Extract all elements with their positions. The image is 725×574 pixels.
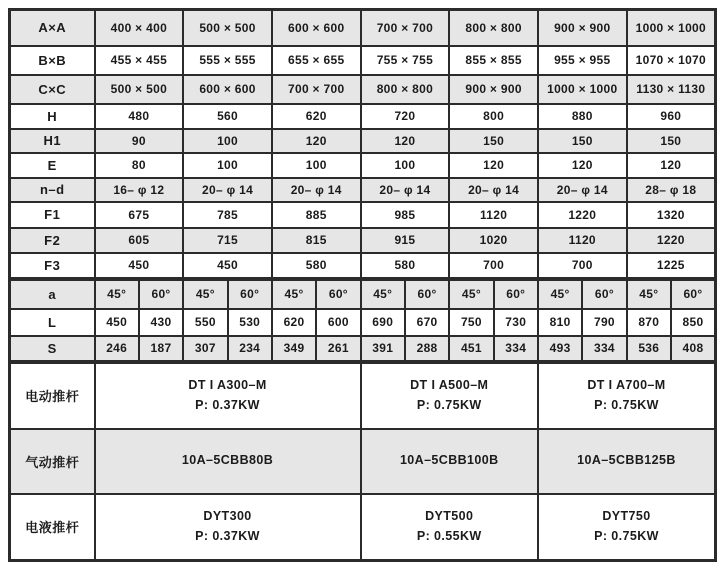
value-cell: 391 <box>361 336 405 362</box>
value-cell: 120 <box>627 153 716 178</box>
value-cell: 1320 <box>627 202 716 228</box>
value-cell: 45° <box>95 279 139 309</box>
value-cell: 750 <box>449 309 493 336</box>
value-cell: 20– φ 14 <box>183 178 272 202</box>
value-cell: 960 <box>627 104 716 129</box>
value-cell: 885 <box>272 202 361 228</box>
table-row <box>10 202 716 228</box>
value-cell: 800 × 800 <box>361 75 450 104</box>
value-cell: 28– φ 18 <box>627 178 716 202</box>
actuator-cell <box>95 429 361 494</box>
value-cell: 800 <box>449 104 538 129</box>
row-label: 电动推杆 <box>10 362 95 429</box>
value-cell: 246 <box>95 336 139 362</box>
row-label: C×C <box>10 75 95 104</box>
value-cell: 60° <box>405 279 449 309</box>
value-cell: 120 <box>272 129 361 153</box>
value-cell: 45° <box>272 279 316 309</box>
actuator-cell <box>95 494 361 561</box>
row-label: F1 <box>10 202 95 228</box>
actuator-line: 10A–5CBB125B <box>577 453 676 468</box>
value-cell: 720 <box>361 104 450 129</box>
value-cell: 985 <box>361 202 450 228</box>
value-cell: 60° <box>316 279 360 309</box>
row-label: a <box>10 279 95 309</box>
row-label: E <box>10 153 95 178</box>
value-cell: 20– φ 14 <box>272 178 361 202</box>
row-label: H <box>10 104 95 129</box>
row-label: S <box>10 336 95 362</box>
value-cell: 430 <box>139 309 183 336</box>
actuator-line: DT I A500–M <box>410 378 489 393</box>
value-cell: 45° <box>449 279 493 309</box>
value-cell: 20– φ 14 <box>361 178 450 202</box>
value-cell: 1130 × 1130 <box>627 75 716 104</box>
actuator-line: P: 0.75KW <box>594 528 659 543</box>
actuator-line: P: 0.75KW <box>594 397 659 412</box>
value-cell: 334 <box>582 336 626 362</box>
value-cell: 1120 <box>538 228 627 253</box>
actuator-cell <box>538 362 716 429</box>
value-cell: 150 <box>538 129 627 153</box>
actuator-cell <box>361 362 538 429</box>
value-cell: 45° <box>627 279 671 309</box>
value-cell: 580 <box>361 253 450 279</box>
value-cell: 261 <box>316 336 360 362</box>
value-cell: 655 × 655 <box>272 46 361 75</box>
value-cell: 400 × 400 <box>95 10 184 46</box>
value-cell: 560 <box>183 104 272 129</box>
value-cell: 100 <box>183 153 272 178</box>
table-row <box>10 228 716 253</box>
value-cell: 580 <box>272 253 361 279</box>
value-cell: 800 × 800 <box>449 10 538 46</box>
value-cell: 755 × 755 <box>361 46 450 75</box>
value-cell: 120 <box>538 153 627 178</box>
value-cell: 900 × 900 <box>449 75 538 104</box>
value-cell: 870 <box>627 309 671 336</box>
value-cell: 1220 <box>627 228 716 253</box>
value-cell: 60° <box>494 279 538 309</box>
actuator-line: DYT750 <box>602 509 651 524</box>
actuator-line: P: 0.55KW <box>416 528 482 543</box>
actuator-line: DT I A700–M <box>587 378 666 393</box>
actuator-cell <box>361 494 538 561</box>
value-cell: 20– φ 14 <box>449 178 538 202</box>
value-cell: 555 × 555 <box>183 46 272 75</box>
value-cell: 450 <box>95 253 184 279</box>
row-label: 气动推杆 <box>10 429 95 494</box>
value-cell: 1220 <box>538 202 627 228</box>
value-cell: 915 <box>361 228 450 253</box>
value-cell: 605 <box>95 228 184 253</box>
value-cell: 150 <box>627 129 716 153</box>
value-cell: 100 <box>361 153 450 178</box>
actuator-line: P: 0.75KW <box>416 397 482 412</box>
value-cell: 187 <box>139 336 183 362</box>
value-cell: 349 <box>272 336 316 362</box>
actuator-line: DYT300 <box>203 509 252 524</box>
value-cell: 530 <box>228 309 272 336</box>
table-row <box>10 104 716 129</box>
value-cell: 45° <box>361 279 405 309</box>
value-cell: 288 <box>405 336 449 362</box>
value-cell: 600 × 600 <box>183 75 272 104</box>
actuator-cell <box>538 429 716 494</box>
value-cell: 45° <box>183 279 227 309</box>
table-row <box>10 494 716 561</box>
row-label: L <box>10 309 95 336</box>
row-label: n–d <box>10 178 95 202</box>
row-label: A×A <box>10 10 95 46</box>
row-label: B×B <box>10 46 95 75</box>
table-row <box>10 309 716 336</box>
value-cell: 880 <box>538 104 627 129</box>
table-row <box>10 153 716 178</box>
value-cell: 900 × 900 <box>538 10 627 46</box>
value-cell: 60° <box>582 279 626 309</box>
value-cell: 307 <box>183 336 227 362</box>
value-cell: 620 <box>272 309 316 336</box>
value-cell: 1000 × 1000 <box>538 75 627 104</box>
value-cell: 600 <box>316 309 360 336</box>
value-cell: 60° <box>228 279 272 309</box>
value-cell: 60° <box>671 279 716 309</box>
actuator-line: 10A–5CBB100B <box>399 453 499 468</box>
value-cell: 455 × 455 <box>95 46 184 75</box>
table-row <box>10 429 716 494</box>
value-cell: 670 <box>405 309 449 336</box>
value-cell: 850 <box>671 309 716 336</box>
value-cell: 16– φ 12 <box>95 178 184 202</box>
value-cell: 408 <box>671 336 716 362</box>
table-row <box>10 75 716 104</box>
actuator-cell <box>538 494 716 561</box>
value-cell: 480 <box>95 104 184 129</box>
value-cell: 810 <box>538 309 582 336</box>
row-label: F3 <box>10 253 95 279</box>
table-row <box>10 336 716 362</box>
value-cell: 60° <box>139 279 183 309</box>
value-cell: 450 <box>95 309 139 336</box>
value-cell: 1120 <box>449 202 538 228</box>
actuator-line: P: 0.37KW <box>195 528 260 543</box>
value-cell: 700 × 700 <box>361 10 450 46</box>
table-row <box>10 362 716 429</box>
value-cell: 100 <box>272 153 361 178</box>
value-cell: 120 <box>361 129 450 153</box>
value-cell: 80 <box>95 153 184 178</box>
value-cell: 1070 × 1070 <box>627 46 716 75</box>
value-cell: 100 <box>183 129 272 153</box>
value-cell: 1020 <box>449 228 538 253</box>
row-label: F2 <box>10 228 95 253</box>
value-cell: 730 <box>494 309 538 336</box>
value-cell: 815 <box>272 228 361 253</box>
spec-table-body <box>10 10 716 561</box>
value-cell: 20– φ 14 <box>538 178 627 202</box>
value-cell: 90 <box>95 129 184 153</box>
value-cell: 955 × 955 <box>538 46 627 75</box>
value-cell: 234 <box>228 336 272 362</box>
value-cell: 493 <box>538 336 582 362</box>
table-row <box>10 10 716 46</box>
value-cell: 500 × 500 <box>183 10 272 46</box>
actuator-cell <box>95 362 361 429</box>
actuator-line: DT I A300–M <box>188 378 267 393</box>
value-cell: 600 × 600 <box>272 10 361 46</box>
spec-table <box>8 8 717 562</box>
value-cell: 785 <box>183 202 272 228</box>
value-cell: 715 <box>183 228 272 253</box>
value-cell: 1000 × 1000 <box>627 10 716 46</box>
actuator-cell <box>361 429 538 494</box>
spec-sheet <box>8 8 717 566</box>
value-cell: 690 <box>361 309 405 336</box>
value-cell: 790 <box>582 309 626 336</box>
value-cell: 700 <box>538 253 627 279</box>
value-cell: 120 <box>449 153 538 178</box>
value-cell: 855 × 855 <box>449 46 538 75</box>
row-label: 电液推杆 <box>10 494 95 561</box>
value-cell: 150 <box>449 129 538 153</box>
value-cell: 700 <box>449 253 538 279</box>
value-cell: 1225 <box>627 253 716 279</box>
table-row <box>10 279 716 309</box>
table-row <box>10 178 716 202</box>
table-row <box>10 46 716 75</box>
actuator-line: 10A–5CBB80B <box>181 453 274 468</box>
value-cell: 500 × 500 <box>95 75 184 104</box>
value-cell: 45° <box>538 279 582 309</box>
value-cell: 620 <box>272 104 361 129</box>
value-cell: 334 <box>494 336 538 362</box>
value-cell: 451 <box>449 336 493 362</box>
value-cell: 550 <box>183 309 227 336</box>
table-row <box>10 253 716 279</box>
value-cell: 536 <box>627 336 671 362</box>
value-cell: 700 × 700 <box>272 75 361 104</box>
actuator-line: P: 0.37KW <box>195 397 260 412</box>
actuator-line: DYT500 <box>425 509 474 524</box>
row-label: H1 <box>10 129 95 153</box>
table-row <box>10 129 716 153</box>
value-cell: 675 <box>95 202 184 228</box>
value-cell: 450 <box>183 253 272 279</box>
